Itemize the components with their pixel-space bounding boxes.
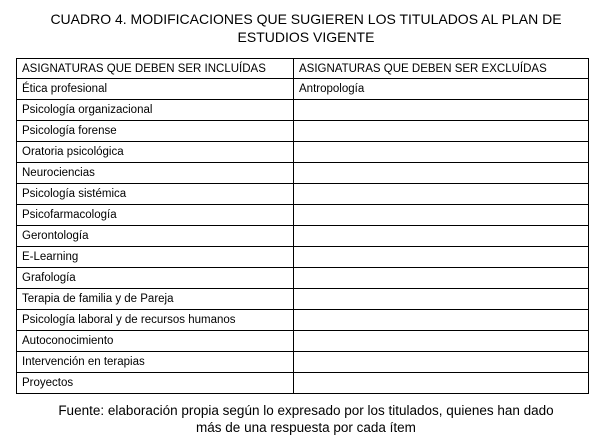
source-line-2: más de una respuesta por cada ítem [196,420,416,435]
subjects-table [16,58,589,394]
table-row [17,352,589,373]
included-cell: Terapia de familia y de Pareja [17,289,294,310]
excluded-cell [294,289,589,310]
included-cell: Ética profesional [17,79,294,100]
excluded-cell [294,142,589,163]
excluded-cell [294,331,589,352]
included-cell: Proyectos [17,373,294,394]
table-row [17,226,589,247]
included-cell: Autoconocimiento [17,331,294,352]
table-row [17,142,589,163]
excluded-cell [294,100,589,121]
header-row [17,59,589,79]
included-cell: Psicofarmacología [17,205,294,226]
included-cell: Psicología laboral y de recursos humanos [17,310,294,331]
table-row [17,205,589,226]
excluded-cell [294,373,589,394]
excluded-cell [294,121,589,142]
caption-line-2: ESTUDIOS VIGENTE [237,29,375,45]
table-row [17,247,589,268]
included-cell: Psicología organizacional [17,100,294,121]
table-row [17,163,589,184]
excluded-cell [294,268,589,289]
included-cell: Psicología forense [17,121,294,142]
included-cell: Gerontología [17,226,294,247]
included-cell: Intervención en terapias [17,352,294,373]
table-row [17,268,589,289]
source-note [0,402,612,436]
header-included: ASIGNATURAS QUE DEBEN SER INCLUÍDAS [17,59,294,79]
included-cell: Oratoria psicológica [17,142,294,163]
table-row [17,373,589,394]
table-row [17,184,589,205]
excluded-cell [294,247,589,268]
excluded-cell [294,205,589,226]
included-cell: Grafología [17,268,294,289]
table-row [17,310,589,331]
included-cell: Psicología sistémica [17,184,294,205]
table-row [17,289,589,310]
excluded-cell [294,184,589,205]
excluded-cell [294,352,589,373]
table-row [17,331,589,352]
included-cell: Neurociencias [17,163,294,184]
excluded-cell [294,163,589,184]
included-cell: E-Learning [17,247,294,268]
excluded-cell [294,226,589,247]
header-excluded: ASIGNATURAS QUE DEBEN SER EXCLUÍDAS [294,59,589,79]
table-row [17,121,589,142]
table-row [17,79,589,100]
table-caption [0,10,612,46]
excluded-cell: Antropología [294,79,589,100]
caption-line-1: CUADRO 4. MODIFICACIONES QUE SUGIEREN LOS TITULADOS AL PLAN DE [50,11,562,27]
table-row [17,100,589,121]
source-line-1: Fuente: elaboración propia según lo expresado por los titulados, quienes han dado [58,403,554,418]
excluded-cell [294,310,589,331]
